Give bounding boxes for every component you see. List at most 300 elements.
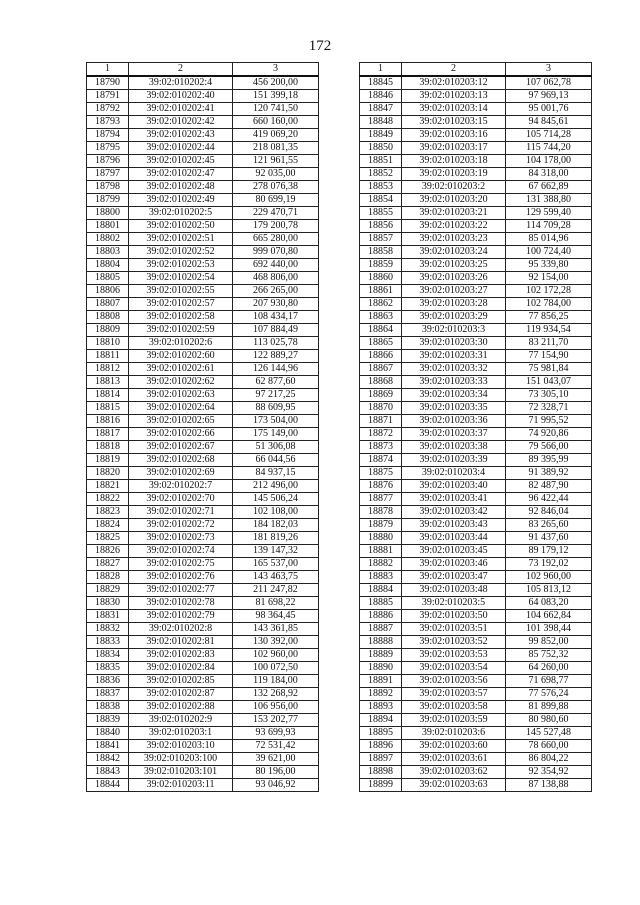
cadastral-number-cell: 39:02:010203:101 (129, 766, 233, 779)
table-row (360, 246, 592, 259)
cadastral-number-cell: 39:02:010203:29 (402, 311, 506, 324)
value-cell: 102 960,00 (506, 571, 592, 584)
cadastral-number-cell: 39:02:010203:12 (402, 76, 506, 90)
table-row (360, 649, 592, 662)
table-row (360, 311, 592, 324)
row-number-cell: 18846 (360, 90, 402, 103)
value-cell: 119 934,54 (506, 324, 592, 337)
value-cell: 121 961,55 (233, 155, 319, 168)
table-row (87, 571, 319, 584)
table-row (360, 597, 592, 610)
table-row (87, 155, 319, 168)
value-cell: 114 709,28 (506, 220, 592, 233)
value-cell: 79 566,00 (506, 441, 592, 454)
cadastral-number-cell: 39:02:010203:27 (402, 285, 506, 298)
table-row (87, 610, 319, 623)
cadastral-number-cell: 39:02:010203:17 (402, 142, 506, 155)
table-row (87, 350, 319, 363)
row-number-cell: 18804 (87, 259, 129, 272)
row-number-cell: 18839 (87, 714, 129, 727)
table-row (87, 701, 319, 714)
value-cell: 105 714,28 (506, 129, 592, 142)
value-cell: 173 504,00 (233, 415, 319, 428)
value-cell: 85 014,96 (506, 233, 592, 246)
value-cell: 92 154,00 (506, 272, 592, 285)
row-number-cell: 18829 (87, 584, 129, 597)
table-row (87, 246, 319, 259)
cadastral-number-cell: 39:02:010203:36 (402, 415, 506, 428)
table-row (87, 181, 319, 194)
row-number-cell: 18887 (360, 623, 402, 636)
cadastral-number-cell: 39:02:010203:61 (402, 753, 506, 766)
value-cell: 89 179,12 (506, 545, 592, 558)
value-cell: 218 081,35 (233, 142, 319, 155)
value-cell: 132 268,92 (233, 688, 319, 701)
value-cell: 92 354,92 (506, 766, 592, 779)
cadastral-number-cell: 39:02:010202:41 (129, 103, 233, 116)
row-number-cell: 18832 (87, 623, 129, 636)
value-cell: 151 043,07 (506, 376, 592, 389)
cadastral-number-cell: 39:02:010202:54 (129, 272, 233, 285)
cadastral-number-cell: 39:02:010202:83 (129, 649, 233, 662)
table-row (360, 415, 592, 428)
row-number-cell: 18820 (87, 467, 129, 480)
table-row (360, 376, 592, 389)
table-row (360, 233, 592, 246)
cadastral-number-cell: 39:02:010202:62 (129, 376, 233, 389)
cadastral-number-cell: 39:02:010203:52 (402, 636, 506, 649)
value-cell: 106 956,00 (233, 701, 319, 714)
value-cell: 73 305,10 (506, 389, 592, 402)
value-cell: 102 960,00 (233, 649, 319, 662)
cadastral-number-cell: 39:02:010202:9 (129, 714, 233, 727)
row-number-cell: 18890 (360, 662, 402, 675)
table-row (360, 584, 592, 597)
table-row (360, 76, 592, 90)
value-cell: 98 364,45 (233, 610, 319, 623)
row-number-cell: 18892 (360, 688, 402, 701)
cadastral-number-cell: 39:02:010202:48 (129, 181, 233, 194)
table-row (87, 766, 319, 779)
row-number-cell: 18858 (360, 246, 402, 259)
row-number-cell: 18791 (87, 90, 129, 103)
table-row (87, 480, 319, 493)
row-number-cell: 18889 (360, 649, 402, 662)
cadastral-number-cell: 39:02:010202:87 (129, 688, 233, 701)
table-row (360, 454, 592, 467)
cadastral-number-cell: 39:02:010202:59 (129, 324, 233, 337)
row-number-cell: 18864 (360, 324, 402, 337)
table-row (87, 779, 319, 792)
value-cell: 87 138,88 (506, 779, 592, 792)
table-row (87, 727, 319, 740)
table-row (87, 649, 319, 662)
cadastral-number-cell: 39:02:010203:38 (402, 441, 506, 454)
row-number-cell: 18857 (360, 233, 402, 246)
cadastral-number-cell: 39:02:010202:73 (129, 532, 233, 545)
table-row (360, 636, 592, 649)
cadastral-number-cell: 39:02:010202:50 (129, 220, 233, 233)
value-cell: 73 192,02 (506, 558, 592, 571)
cadastral-number-cell: 39:02:010203:2 (402, 181, 506, 194)
cadastral-number-cell: 39:02:010203:33 (402, 376, 506, 389)
row-number-cell: 18835 (87, 662, 129, 675)
cadastral-number-cell: 39:02:010202:85 (129, 675, 233, 688)
table-row (360, 103, 592, 116)
cadastral-number-cell: 39:02:010203:40 (402, 480, 506, 493)
register-table-left (86, 62, 319, 792)
cadastral-number-cell: 39:02:010203:13 (402, 90, 506, 103)
value-cell: 211 247,82 (233, 584, 319, 597)
value-cell: 77 154,90 (506, 350, 592, 363)
table-row (360, 740, 592, 753)
cadastral-number-cell: 39:02:010203:46 (402, 558, 506, 571)
row-number-cell: 18845 (360, 76, 402, 90)
table-row (87, 545, 319, 558)
table-row (87, 311, 319, 324)
value-cell: 92 035,00 (233, 168, 319, 181)
row-number-cell: 18882 (360, 558, 402, 571)
table-row (87, 441, 319, 454)
table-row (360, 766, 592, 779)
value-cell: 85 752,32 (506, 649, 592, 662)
cadastral-number-cell: 39:02:010202:77 (129, 584, 233, 597)
table-row (360, 194, 592, 207)
table-row (87, 662, 319, 675)
cadastral-number-cell: 39:02:010203:63 (402, 779, 506, 792)
value-cell: 77 576,24 (506, 688, 592, 701)
value-cell: 139 147,32 (233, 545, 319, 558)
row-number-cell: 18852 (360, 168, 402, 181)
value-cell: 89 395,99 (506, 454, 592, 467)
row-number-cell: 18848 (360, 116, 402, 129)
row-number-cell: 18849 (360, 129, 402, 142)
value-cell: 145 527,48 (506, 727, 592, 740)
row-number-cell: 18837 (87, 688, 129, 701)
row-number-cell: 18877 (360, 493, 402, 506)
table-row (360, 402, 592, 415)
table-row (360, 714, 592, 727)
row-number-cell: 18874 (360, 454, 402, 467)
cadastral-number-cell: 39:02:010202:47 (129, 168, 233, 181)
table-row (87, 740, 319, 753)
cadastral-number-cell: 39:02:010203:41 (402, 493, 506, 506)
value-cell: 67 662,89 (506, 181, 592, 194)
cadastral-number-cell: 39:02:010203:24 (402, 246, 506, 259)
row-number-cell: 18827 (87, 558, 129, 571)
value-cell: 97 217,25 (233, 389, 319, 402)
cadastral-number-cell: 39:02:010202:71 (129, 506, 233, 519)
row-number-cell: 18880 (360, 532, 402, 545)
cadastral-number-cell: 39:02:010203:15 (402, 116, 506, 129)
cadastral-number-cell: 39:02:010203:39 (402, 454, 506, 467)
table-row (360, 350, 592, 363)
row-number-cell: 18840 (87, 727, 129, 740)
table-row (360, 545, 592, 558)
row-number-cell: 18803 (87, 246, 129, 259)
row-number-cell: 18860 (360, 272, 402, 285)
value-cell: 129 599,40 (506, 207, 592, 220)
table-row (360, 558, 592, 571)
cadastral-number-cell: 39:02:010203:30 (402, 337, 506, 350)
row-number-cell: 18854 (360, 194, 402, 207)
row-number-cell: 18876 (360, 480, 402, 493)
value-cell: 212 496,00 (233, 480, 319, 493)
cadastral-number-cell: 39:02:010202:74 (129, 545, 233, 558)
row-number-cell: 18833 (87, 636, 129, 649)
cadastral-number-cell: 39:02:010203:59 (402, 714, 506, 727)
table-row (87, 415, 319, 428)
row-number-cell: 18797 (87, 168, 129, 181)
table-row (87, 207, 319, 220)
table-row (87, 194, 319, 207)
row-number-cell: 18792 (87, 103, 129, 116)
table-row (87, 142, 319, 155)
value-cell: 66 044,56 (233, 454, 319, 467)
cadastral-number-cell: 39:02:010203:19 (402, 168, 506, 181)
table-row (360, 480, 592, 493)
table-row (87, 532, 319, 545)
cadastral-number-cell: 39:02:010203:45 (402, 545, 506, 558)
table-row (87, 298, 319, 311)
table-row (360, 142, 592, 155)
row-number-cell: 18865 (360, 337, 402, 350)
value-cell: 126 144,96 (233, 363, 319, 376)
table-row (360, 519, 592, 532)
value-cell: 72 328,71 (506, 402, 592, 415)
value-cell: 229 470,71 (233, 207, 319, 220)
table-row (87, 376, 319, 389)
cadastral-number-cell: 39:02:010203:1 (129, 727, 233, 740)
row-number-cell: 18822 (87, 493, 129, 506)
cadastral-number-cell: 39:02:010202:69 (129, 467, 233, 480)
row-number-cell: 18795 (87, 142, 129, 155)
row-number-cell: 18888 (360, 636, 402, 649)
cadastral-number-cell: 39:02:010203:21 (402, 207, 506, 220)
cadastral-number-cell: 39:02:010202:65 (129, 415, 233, 428)
table-row (360, 116, 592, 129)
register-table-right (359, 62, 592, 792)
column-header-1: 1 (360, 63, 402, 77)
row-number-cell: 18805 (87, 272, 129, 285)
value-cell: 120 741,50 (233, 103, 319, 116)
cadastral-number-cell: 39:02:010202:8 (129, 623, 233, 636)
table-row (360, 168, 592, 181)
table-row (87, 428, 319, 441)
value-cell: 131 388,80 (506, 194, 592, 207)
cadastral-number-cell: 39:02:010202:60 (129, 350, 233, 363)
cadastral-number-cell: 39:02:010202:51 (129, 233, 233, 246)
row-number-cell: 18866 (360, 350, 402, 363)
table-row (360, 337, 592, 350)
row-number-cell: 18850 (360, 142, 402, 155)
cadastral-number-cell: 39:02:010203:37 (402, 428, 506, 441)
row-number-cell: 18801 (87, 220, 129, 233)
value-cell: 95 339,80 (506, 259, 592, 272)
value-cell: 81 899,88 (506, 701, 592, 714)
cadastral-number-cell: 39:02:010203:22 (402, 220, 506, 233)
row-number-cell: 18790 (87, 76, 129, 90)
row-number-cell: 18834 (87, 649, 129, 662)
value-cell: 78 660,00 (506, 740, 592, 753)
value-cell: 88 609,95 (233, 402, 319, 415)
table-row (87, 584, 319, 597)
table-row (360, 623, 592, 636)
cadastral-number-cell: 39:02:010203:14 (402, 103, 506, 116)
cadastral-number-cell: 39:02:010203:53 (402, 649, 506, 662)
row-number-cell: 18878 (360, 506, 402, 519)
table-row (360, 220, 592, 233)
row-number-cell: 18813 (87, 376, 129, 389)
table-row (87, 558, 319, 571)
row-number-cell: 18808 (87, 311, 129, 324)
row-number-cell: 18810 (87, 337, 129, 350)
value-cell: 115 744,20 (506, 142, 592, 155)
table-row (87, 623, 319, 636)
row-number-cell: 18872 (360, 428, 402, 441)
row-number-cell: 18843 (87, 766, 129, 779)
value-cell: 99 852,00 (506, 636, 592, 649)
value-cell: 419 069,20 (233, 129, 319, 142)
value-cell: 93 046,92 (233, 779, 319, 792)
table-row (87, 688, 319, 701)
row-number-cell: 18811 (87, 350, 129, 363)
cadastral-number-cell: 39:02:010203:20 (402, 194, 506, 207)
row-number-cell: 18863 (360, 311, 402, 324)
table-row (360, 90, 592, 103)
table-row (360, 428, 592, 441)
row-number-cell: 18812 (87, 363, 129, 376)
value-cell: 102 784,00 (506, 298, 592, 311)
cadastral-number-cell: 39:02:010202:49 (129, 194, 233, 207)
value-cell: 80 980,60 (506, 714, 592, 727)
value-cell: 64 083,20 (506, 597, 592, 610)
row-number-cell: 18879 (360, 519, 402, 532)
value-cell: 92 846,04 (506, 506, 592, 519)
row-number-cell: 18855 (360, 207, 402, 220)
page-number: 172 (308, 38, 332, 54)
table-row (360, 662, 592, 675)
cadastral-number-cell: 39:02:010202:70 (129, 493, 233, 506)
row-number-cell: 18844 (87, 779, 129, 792)
value-cell: 80 196,00 (233, 766, 319, 779)
cadastral-number-cell: 39:02:010202:68 (129, 454, 233, 467)
value-cell: 100 724,40 (506, 246, 592, 259)
value-cell: 130 392,00 (233, 636, 319, 649)
row-number-cell: 18831 (87, 610, 129, 623)
table-row (87, 714, 319, 727)
row-number-cell: 18883 (360, 571, 402, 584)
table-row (360, 532, 592, 545)
row-number-cell: 18821 (87, 480, 129, 493)
row-number-cell: 18896 (360, 740, 402, 753)
value-cell: 74 920,86 (506, 428, 592, 441)
cadastral-number-cell: 39:02:010203:25 (402, 259, 506, 272)
table-row (87, 519, 319, 532)
table-row (360, 571, 592, 584)
cadastral-number-cell: 39:02:010203:100 (129, 753, 233, 766)
row-number-cell: 18806 (87, 285, 129, 298)
column-header-3: 3 (506, 63, 592, 77)
row-number-cell: 18823 (87, 506, 129, 519)
value-cell: 83 265,60 (506, 519, 592, 532)
column-header-2: 2 (402, 63, 506, 77)
table-row (87, 506, 319, 519)
row-number-cell: 18898 (360, 766, 402, 779)
row-number-cell: 18853 (360, 181, 402, 194)
cadastral-number-cell: 39:02:010202:40 (129, 90, 233, 103)
value-cell: 80 699,19 (233, 194, 319, 207)
value-cell: 84 937,15 (233, 467, 319, 480)
table-row (360, 727, 592, 740)
cadastral-number-cell: 39:02:010203:42 (402, 506, 506, 519)
row-number-cell: 18842 (87, 753, 129, 766)
table-row (87, 493, 319, 506)
value-cell: 91 389,92 (506, 467, 592, 480)
row-number-cell: 18869 (360, 389, 402, 402)
table-row (87, 597, 319, 610)
table-row (360, 701, 592, 714)
row-number-cell: 18798 (87, 181, 129, 194)
row-number-cell: 18893 (360, 701, 402, 714)
value-cell: 278 076,38 (233, 181, 319, 194)
cadastral-number-cell: 39:02:010202:78 (129, 597, 233, 610)
cadastral-number-cell: 39:02:010202:67 (129, 441, 233, 454)
table-header-row (360, 63, 592, 77)
row-number-cell: 18817 (87, 428, 129, 441)
cadastral-number-cell: 39:02:010202:64 (129, 402, 233, 415)
cadastral-number-cell: 39:02:010202:84 (129, 662, 233, 675)
cadastral-number-cell: 39:02:010202:63 (129, 389, 233, 402)
cadastral-number-cell: 39:02:010203:62 (402, 766, 506, 779)
table-row (87, 90, 319, 103)
table-row (87, 103, 319, 116)
row-number-cell: 18895 (360, 727, 402, 740)
cadastral-number-cell: 39:02:010202:75 (129, 558, 233, 571)
row-number-cell: 18867 (360, 363, 402, 376)
table-row (360, 155, 592, 168)
cadastral-number-cell: 39:02:010202:43 (129, 129, 233, 142)
table-row (360, 272, 592, 285)
row-number-cell: 18871 (360, 415, 402, 428)
cadastral-number-cell: 39:02:010203:6 (402, 727, 506, 740)
row-number-cell: 18836 (87, 675, 129, 688)
cadastral-number-cell: 39:02:010202:55 (129, 285, 233, 298)
table-row (87, 259, 319, 272)
cadastral-number-cell: 39:02:010203:44 (402, 532, 506, 545)
cadastral-number-cell: 39:02:010203:23 (402, 233, 506, 246)
table-row (360, 467, 592, 480)
value-cell: 181 819,26 (233, 532, 319, 545)
value-cell: 95 001,76 (506, 103, 592, 116)
table-header-row (87, 63, 319, 77)
value-cell: 119 184,00 (233, 675, 319, 688)
row-number-cell: 18862 (360, 298, 402, 311)
value-cell: 104 662,84 (506, 610, 592, 623)
value-cell: 143 361,85 (233, 623, 319, 636)
row-number-cell: 18818 (87, 441, 129, 454)
value-cell: 665 280,00 (233, 233, 319, 246)
cadastral-number-cell: 39:02:010203:57 (402, 688, 506, 701)
value-cell: 184 182,03 (233, 519, 319, 532)
value-cell: 468 806,00 (233, 272, 319, 285)
column-header-3: 3 (233, 63, 319, 77)
value-cell: 94 845,61 (506, 116, 592, 129)
table-row (360, 441, 592, 454)
column-header-1: 1 (87, 63, 129, 77)
row-number-cell: 18881 (360, 545, 402, 558)
value-cell: 81 698,22 (233, 597, 319, 610)
